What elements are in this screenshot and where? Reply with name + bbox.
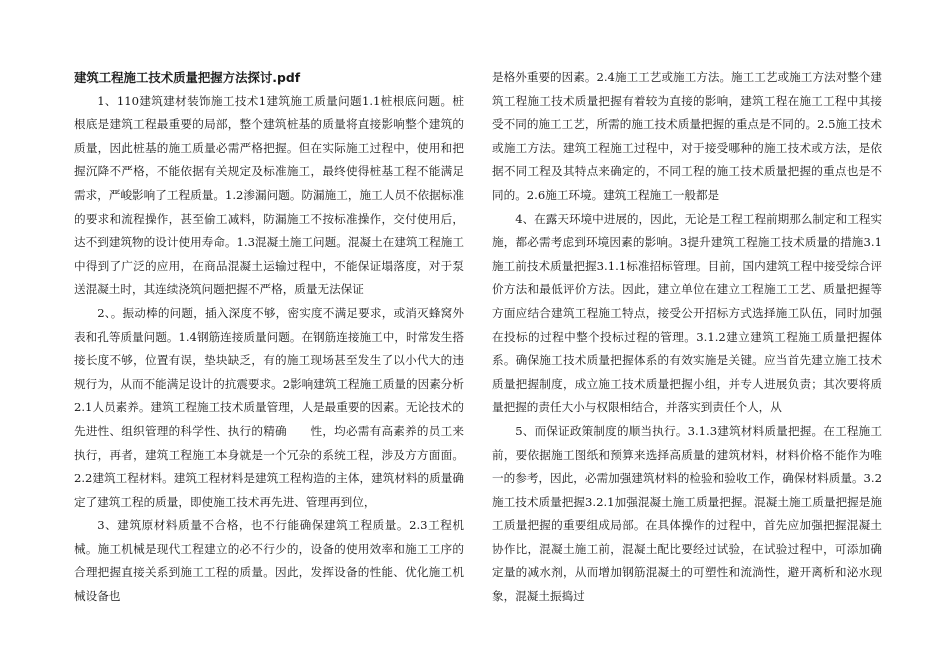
document-title: 建筑工程施工技术质量把握方法探讨.pdf [74, 70, 301, 85]
right-column [492, 66, 882, 609]
paragraph-1: 1、110建筑建材装饰施工技术1建筑施工质量问题1.1桩根底问题。桩根底是建筑工程最重要的局部，整个建筑桩基的质量将直接影响整个建筑的质量，因此桩基的施工质量必需严格把握。但在实际施工过程中，使用和把握沉降不严格，不能依据有关规定及标准施工，最终使得桩基工程不能满足需求，严峻影响了工程质量。1.2渗漏问题。防漏施工，施工人员不依据标准的要求和流程操作，甚至偷工减料，防漏施工不按标准操作，交付使用后，达不到建筑物的设计使用寿命。1.3混凝土施工问题。混凝土在建筑工程施工中得到了广泛的应用，在商品混凝土运输过程中，不能保证塌落度，对于泵送混凝土时，其连续浇筑问题把握不严格，质量无法保证 [74, 93, 464, 297]
paragraph-continuation: 是格外重要的因素。2.4施工工艺或施工方法。施工工艺或施工方法对整个建筑工程施工技术质量把握有着较为直接的影响，建筑工程在施工工程中其接受不同的施工工艺，所需的施工技术质量把握的重点是不同的。2.5施工技术或施工方法。建筑工程施工过程中，对于接受哪种的施工技术或方法，是依据不同工程及其特点来确定的，不同工程的施工技术质量把握的重点也是不同的。2.6施工环境。建筑工程施工一般都是 [492, 70, 882, 202]
paragraph-5: 5、而保证政策制度的顺当执行。3.1.3建筑材料质量把握。在工程施工前，要依据施工图纸和预算来选择高质量的建筑材料，材料价格不能作为唯一的参考，因此，必需加强建筑材料的检验和验收工作，确保材料质量。3.2施工技术质量把握3.2.1加强混凝土施工质量把握。混凝土施工质量把握是施工质量把握的重要组成局部。在具体操作的过程中，首先应加强把握混凝土协作比，混凝土施工前，混凝土配比要经过试验，在试验过程中，可添加确定量的减水剂，从而增加钢筋混凝土的可塑性和流淌性，避开离析和泌水现象，混凝土振捣过 [492, 423, 882, 604]
left-column [74, 66, 464, 609]
paragraph-2: 2、。振动棒的问题，插入深度不够，密实度不满足要求，或消灭蜂窝外表和孔等质量问题。1.4钢筋连接质量问题。在钢筋连接施工中，时常发生搭接长度不够，位置有误，垫块缺乏，有的施工现场甚至发生了以小代大的违规行为，从而不能满足设计的抗震要求。2影响建筑工程施工质量的因素分析2.1人员素养。建筑工程施工技术质量管理，人是最重要的因素。无论技术的先进性、组织管理的科学性、执行的精确 性，均必需有高素养的员工来执行，再者，建筑工程施工本身就是一个冗杂的系统工程，涉及方方面面。2.2建筑工程材料。建筑工程材料是建筑工程构造的主体，建筑材料的质量确定了建筑工程的质量，即使施工技术再先进、管理再到位， [74, 305, 464, 509]
paragraph-4: 4、在露天环境中进展的，因此，无论是工程工程前期那么制定和工程实施，都必需考虑到环境因素的影响。3提升建筑工程施工技术质量的措施3.1施工前技术质量把握3.1.1标准招标管理。目前，国内建筑工程中接受综合评价方法和最低评价方法。因此，建立单位在建立工程施工工艺、质量把握等方面应结合建筑工程施工特点，接受公开招标方式选择施工队伍，同时加强在投标的过程中整个投标过程的管理。3.1.2建立建筑工程施工质量把握体系。确保施工技术质量把握体系的有效实施是关键。应当首先建立施工技术质量把握制度，成立施工技术质量把握小组，并专人进展负责；其次要将质量把握的责任大小与权限相结合，并落实到责任个人，从 [492, 211, 882, 415]
paragraph-3: 3、建筑原材料质量不合格，也不行能确保建筑工程质量。2.3工程机械。施工机械是现代工程建立的必不行少的，设备的使用效率和施工工序的合理把握直接关系到施工工程的质量。因此，发挥设备的性能、优化施工机械设备也 [74, 518, 464, 604]
